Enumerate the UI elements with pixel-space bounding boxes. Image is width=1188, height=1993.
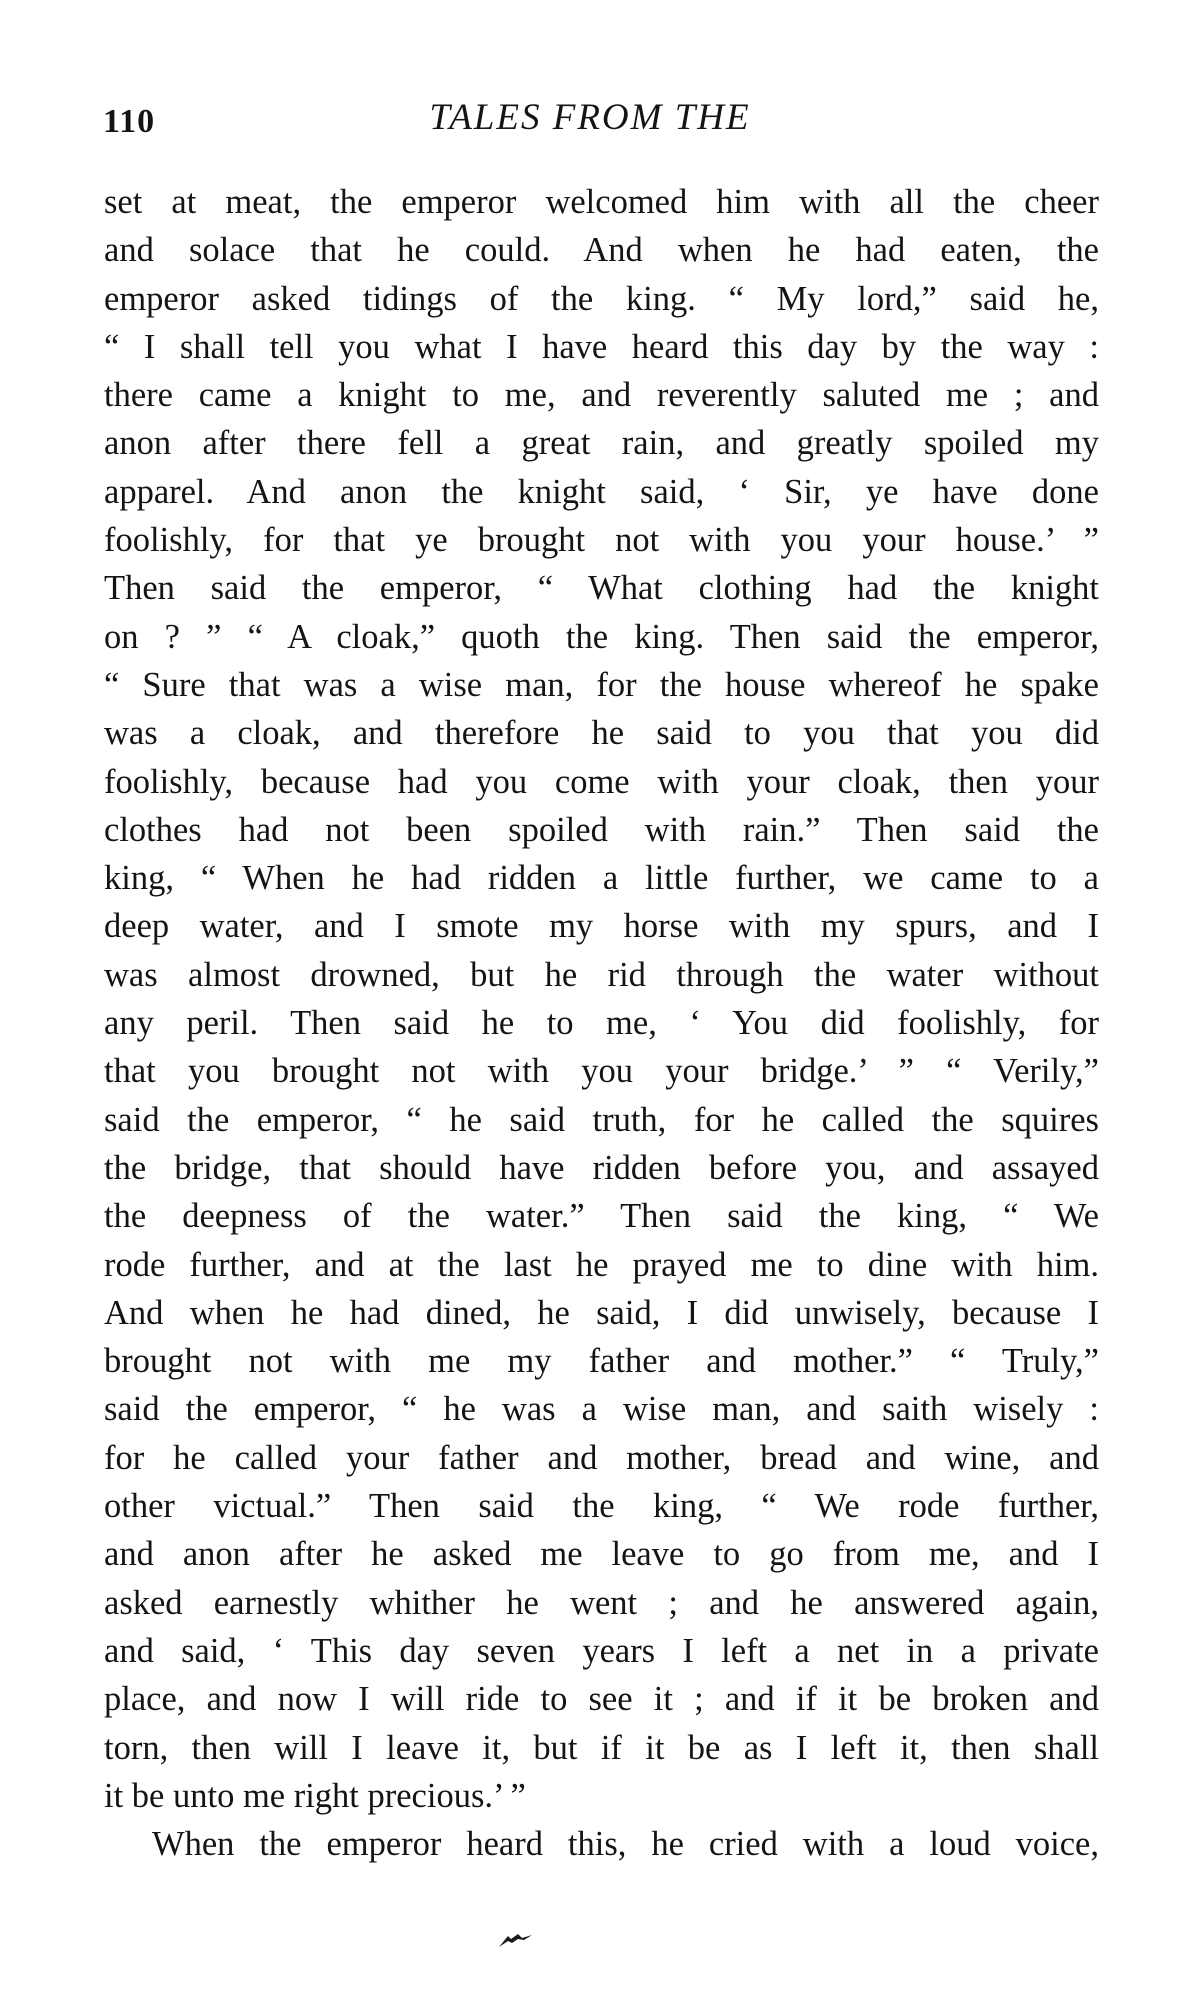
text-line: said the emperor, “ he was a wise man, and saith wisely : [104,1390,1099,1429]
text-line: foolishly, for that ye brought not with you your house.’ ” [104,521,1099,560]
text-line: brought not with me my father and mother.” “ Truly,” [104,1342,1099,1381]
text-line: rode further, and at the last he prayed me to dine with him. [104,1245,1099,1284]
text-line: Then said the emperor, “ What clothing had the knight [104,569,1099,608]
text-line: foolishly, because had you come with your cloak, then your [104,762,1099,801]
text-line: it be unto me right precious.’ ” [104,1776,526,1815]
text-line: And when he had dined, he said, I did unwisely, because I [104,1293,1099,1332]
text-line: was almost drowned, but he rid through the water without [104,955,1099,994]
text-line: any peril. Then said he to me, ‘ You did foolishly, for [104,1004,1099,1043]
body-text [104,178,1099,1868]
text-line: emperor asked tidings of the king. “ My lord,” said he, [104,279,1099,318]
text-line: on ? ” “ A cloak,” quoth the king. Then said the emperor, [104,617,1099,656]
text-line: that you brought not with you your bridge.’ ” “ Verily,” [104,1052,1099,1091]
text-line: and solace that he could. And when he had eaten, the [104,231,1099,270]
text-line: the deepness of the water.” Then said the king, “ We [104,1197,1099,1236]
text-line: and said, ‘ This day seven years I left a net in a private [104,1631,1099,1670]
text-line: place, and now I will ride to see it ; and if it be broken and [104,1680,1099,1719]
text-line: there came a knight to me, and reverently saluted me ; and [104,376,1099,415]
text-line: said the emperor, “ he said truth, for he called the squires [104,1100,1099,1139]
text-line: king, “ When he had ridden a little further, we came to a [104,859,1099,898]
text-line: set at meat, the emperor welcomed him with all the cheer [104,183,1099,221]
text-line: was a cloak, and therefore he said to you that you did [104,714,1099,753]
text-line: other victual.” Then said the king, “ We rode further, [104,1487,1099,1526]
text-line: clothes had not been spoiled with rain.” Then said the [104,810,1099,849]
text-line: the bridge, that should have ridden before you, and assayed [104,1148,1099,1187]
text-line: “ I shall tell you what I have heard this day by the way : [104,327,1099,366]
text-line: apparel. And anon the knight said, ‘ Sir, ye have done [104,472,1099,511]
text-line: deep water, and I smote my horse with my spurs, and I [104,907,1099,946]
running-title: TALES FROM THE [429,97,751,138]
text-line: “ Sure that was a wise man, for the house whereof he spake [104,665,1099,704]
text-line: torn, then will I leave it, but if it be as I left it, then shall [104,1728,1099,1767]
text-line: asked earnestly whither he went ; and he answered again, [104,1583,1099,1622]
page-number: 110 [103,103,156,140]
text-line: for he called your father and mother, bread and wine, and [104,1438,1099,1477]
text-line: anon after there fell a great rain, and greatly spoiled my [104,424,1099,463]
printer-ornament-icon [496,1930,536,1950]
text-line: and anon after he asked me leave to go from me, and I [104,1535,1099,1574]
text-line: When the emperor heard this, he cried with a loud voice, [152,1825,1099,1864]
